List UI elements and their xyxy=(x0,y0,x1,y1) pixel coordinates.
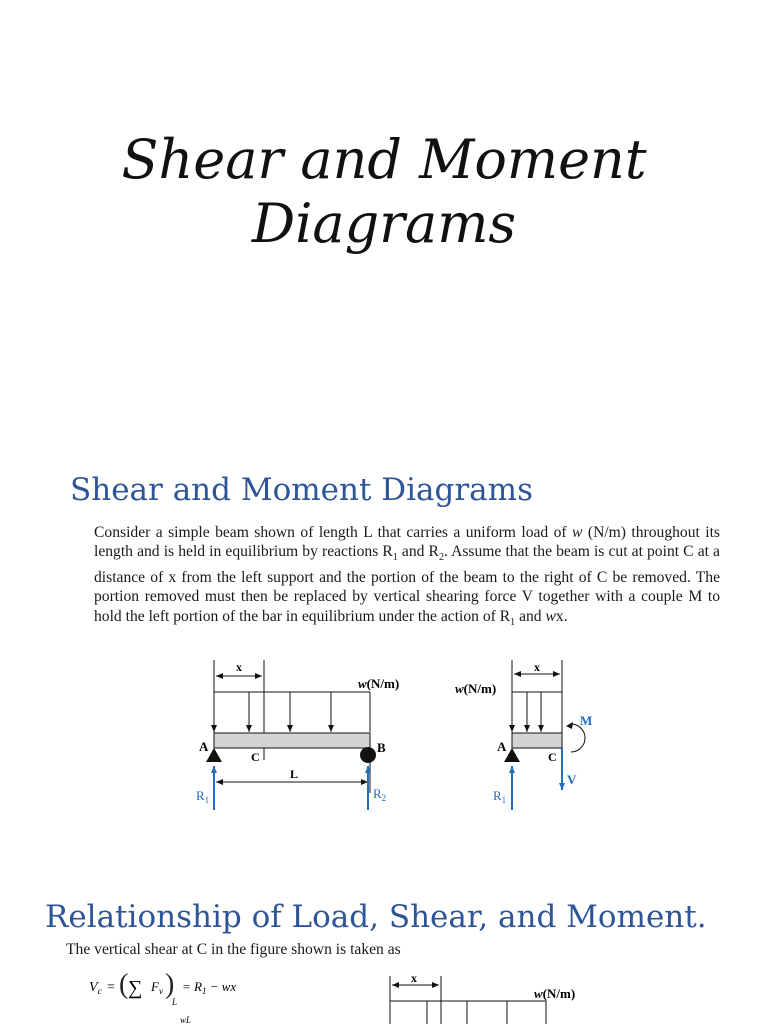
para-sub-2: 2 xyxy=(438,552,444,564)
label-a: A xyxy=(199,739,209,754)
eq-f-sub: v xyxy=(158,986,163,996)
eq-sum: ∑ xyxy=(128,977,143,999)
label-m: M xyxy=(580,713,593,728)
eq-v-sub: c xyxy=(97,986,102,996)
s3-load-w: w xyxy=(534,986,543,1001)
moment-arc xyxy=(571,724,585,752)
label-b: B xyxy=(377,740,386,755)
roller-support-b xyxy=(360,747,376,763)
slide3-heading: Relationship of Load, Shear, and Moment. xyxy=(45,899,707,935)
beam xyxy=(214,733,370,748)
eq-f xyxy=(150,979,163,996)
shear-moment-slide xyxy=(0,448,768,878)
eq-paren-right: ) xyxy=(165,969,175,1000)
load-shear-moment-slide xyxy=(0,880,768,1024)
r2-r: R xyxy=(373,786,382,801)
eq-rhs-r: = R xyxy=(182,979,202,994)
eq-rhs-minus: − wx xyxy=(206,979,237,994)
l-label: L xyxy=(289,767,299,781)
pin-support-a xyxy=(206,748,222,762)
main-title-line-1: Shear and Moment xyxy=(121,128,647,191)
x-label: x xyxy=(236,660,242,674)
fb-x-label: x xyxy=(534,660,540,674)
s3-load-label xyxy=(534,986,575,1001)
fb-label-r1 xyxy=(493,788,506,805)
para-wx-symbol: w xyxy=(545,607,556,625)
slide3-graphics xyxy=(0,880,768,1024)
label-c: C xyxy=(251,750,260,764)
label-r1 xyxy=(196,788,209,805)
eq-v-letter: V xyxy=(89,980,98,995)
fb-label-c: C xyxy=(548,750,557,764)
load-label xyxy=(358,676,399,691)
label-r2 xyxy=(373,786,386,803)
r2-sub: 2 xyxy=(381,793,387,803)
simple-beam-figure xyxy=(196,660,399,810)
para-sub-3: 1 xyxy=(510,616,516,628)
s3-load-unit: (N/m) xyxy=(542,986,576,1001)
moment-arrowhead xyxy=(566,722,573,729)
slide-heading: Shear and Moment Diagrams xyxy=(70,472,533,508)
title-slide xyxy=(0,0,768,440)
fb-load-label xyxy=(455,681,496,696)
main-title-line-2: Diagrams xyxy=(251,192,517,255)
eq-rhs xyxy=(182,979,236,996)
eq-paren-left: ( xyxy=(119,969,129,1000)
shear-equation xyxy=(89,969,236,1024)
main-title xyxy=(0,128,768,256)
para-text-1: Consider a simple beam shown of length L that carries a uniform load of xyxy=(94,524,573,541)
fb-pin-support xyxy=(504,748,520,762)
r1-r: R xyxy=(196,788,205,803)
para-text-5: and xyxy=(515,607,546,625)
eq-l-sub: L xyxy=(172,997,178,1007)
label-v: V xyxy=(567,772,577,787)
fb-load-w: w xyxy=(455,681,464,696)
slide3-text: The vertical shear at C in the figure shown is taken as xyxy=(66,941,401,958)
load-w: w xyxy=(358,676,367,691)
fb-load-unit: (N/m) xyxy=(463,681,497,696)
fb-r1-sub: 1 xyxy=(501,795,507,805)
eq-rhs-sub: 1 xyxy=(201,986,207,996)
eq-equals: = xyxy=(107,980,115,995)
fb-beam xyxy=(512,733,562,748)
para-text-3: and R xyxy=(397,543,439,561)
fb-r1-r: R xyxy=(493,788,502,803)
load-unit: (N/m) xyxy=(366,676,400,691)
slide3-beam-figure xyxy=(390,971,575,1024)
s3-x-label: x xyxy=(411,971,417,985)
para-w-symbol: w xyxy=(572,524,583,541)
para-text-4: . Assume that the beam is cut at point C at a distance of x from the left support and the portion of the beam to the right of C be removed. The portion removed must then be replaced by vertical shearing force V together with a couple M to hold the left portion of the bar in equilibrium under the action of R xyxy=(94,543,720,625)
eq-partial-wl: wL xyxy=(180,1015,192,1024)
fb-label-a: A xyxy=(497,739,507,754)
eq-v xyxy=(89,980,102,996)
beam-diagrams xyxy=(0,448,768,878)
free-body-figure xyxy=(455,660,592,810)
eq-f-letter: F xyxy=(151,979,159,994)
para-sub-1: 1 xyxy=(392,552,398,564)
para-text-6: x. xyxy=(555,607,568,625)
para-text-2: (N/m) throughout its length and is held in equilibrium by reactions R xyxy=(94,524,720,561)
r1-sub: 1 xyxy=(204,795,210,805)
